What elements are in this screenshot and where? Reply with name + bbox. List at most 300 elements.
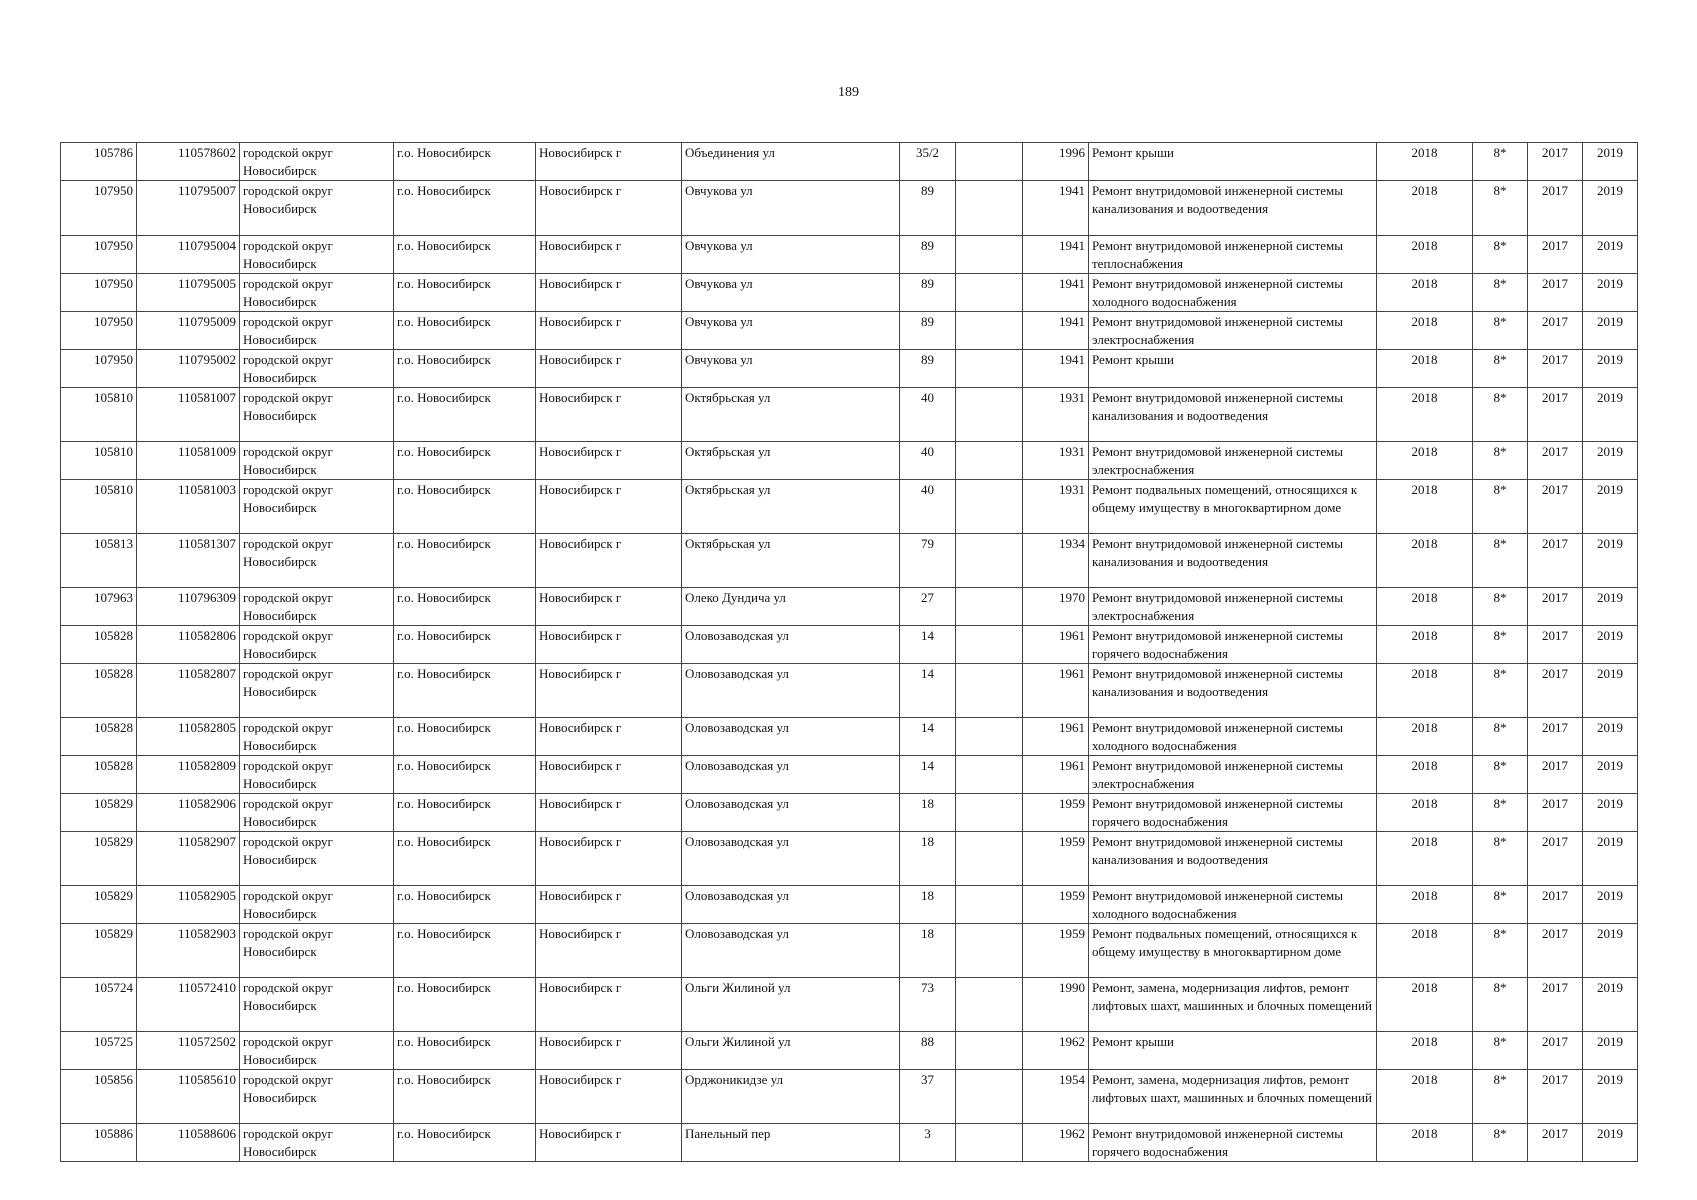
work-type-cell: Ремонт внутридомовой инженерной системы канализования и водоотведения (1089, 832, 1377, 886)
build-year-cell: 1962 (1023, 1124, 1089, 1162)
city-cell: Новосибирск г (536, 442, 682, 480)
period-end-cell: 2019 (1583, 1124, 1638, 1162)
district-cell: городской округ Новосибирск (240, 1070, 394, 1124)
city-short-cell: г.о. Новосибирск (394, 312, 536, 350)
period-start-cell: 2017 (1528, 978, 1583, 1032)
city-cell: Новосибирск г (536, 832, 682, 886)
mark-cell: 8* (1473, 312, 1528, 350)
city-cell: Новосибирск г (536, 924, 682, 978)
district-cell: городской округ Новосибирск (240, 794, 394, 832)
building-cell (956, 236, 1023, 274)
table-row (61, 1070, 1638, 1124)
street-cell: Овчукова ул (682, 312, 900, 350)
mark-cell: 8* (1473, 350, 1528, 388)
record-code-cell: 110582906 (137, 794, 240, 832)
district-cell: городской округ Новосибирск (240, 236, 394, 274)
period-start-cell: 2017 (1528, 588, 1583, 626)
city-cell: Новосибирск г (536, 143, 682, 181)
build-year-cell: 1941 (1023, 274, 1089, 312)
building-cell (956, 350, 1023, 388)
house-number-cell: 40 (900, 480, 956, 534)
table-row (61, 794, 1638, 832)
table-row (61, 480, 1638, 534)
district-cell: городской округ Новосибирск (240, 1032, 394, 1070)
build-year-cell: 1961 (1023, 756, 1089, 794)
house-number-cell: 18 (900, 924, 956, 978)
city-short-cell: г.о. Новосибирск (394, 274, 536, 312)
plan-year-cell: 2018 (1377, 756, 1473, 794)
period-end-cell: 2019 (1583, 274, 1638, 312)
mark-cell: 8* (1473, 718, 1528, 756)
table-row (61, 1124, 1638, 1162)
mark-cell: 8* (1473, 886, 1528, 924)
building-cell (956, 1070, 1023, 1124)
period-end-cell: 2019 (1583, 588, 1638, 626)
house-number-cell: 18 (900, 832, 956, 886)
work-type-cell: Ремонт внутридомовой инженерной системы электроснабжения (1089, 442, 1377, 480)
record-code-cell: 110796309 (137, 588, 240, 626)
city-cell: Новосибирск г (536, 480, 682, 534)
plan-year-cell: 2018 (1377, 534, 1473, 588)
period-end-cell: 2019 (1583, 1070, 1638, 1124)
build-year-cell: 1961 (1023, 626, 1089, 664)
period-end-cell: 2019 (1583, 181, 1638, 236)
house-id-cell: 105724 (61, 978, 137, 1032)
street-cell: Оловозаводская ул (682, 626, 900, 664)
district-cell: городской округ Новосибирск (240, 534, 394, 588)
record-code-cell: 110582809 (137, 756, 240, 794)
city-cell: Новосибирск г (536, 274, 682, 312)
house-id-cell: 105829 (61, 832, 137, 886)
period-start-cell: 2017 (1528, 442, 1583, 480)
house-id-cell: 105725 (61, 1032, 137, 1070)
mark-cell: 8* (1473, 534, 1528, 588)
plan-year-cell: 2018 (1377, 664, 1473, 718)
period-start-cell: 2017 (1528, 1124, 1583, 1162)
house-number-cell: 27 (900, 588, 956, 626)
district-cell: городской округ Новосибирск (240, 978, 394, 1032)
house-id-cell: 107963 (61, 588, 137, 626)
city-cell: Новосибирск г (536, 1032, 682, 1070)
period-end-cell: 2019 (1583, 480, 1638, 534)
period-end-cell: 2019 (1583, 756, 1638, 794)
work-type-cell: Ремонт крыши (1089, 350, 1377, 388)
period-end-cell: 2019 (1583, 442, 1638, 480)
plan-year-cell: 2018 (1377, 181, 1473, 236)
city-cell: Новосибирск г (536, 626, 682, 664)
house-number-cell: 73 (900, 978, 956, 1032)
record-code-cell: 110795004 (137, 236, 240, 274)
house-id-cell: 105828 (61, 664, 137, 718)
house-id-cell: 105886 (61, 1124, 137, 1162)
district-cell: городской округ Новосибирск (240, 832, 394, 886)
table-row (61, 1032, 1638, 1070)
period-end-cell: 2019 (1583, 143, 1638, 181)
plan-year-cell: 2018 (1377, 978, 1473, 1032)
building-cell (956, 794, 1023, 832)
street-cell: Оловозаводская ул (682, 756, 900, 794)
period-end-cell: 2019 (1583, 924, 1638, 978)
work-type-cell: Ремонт подвальных помещений, относящихся к общему имуществу в многоквартирном доме (1089, 924, 1377, 978)
build-year-cell: 1970 (1023, 588, 1089, 626)
period-start-cell: 2017 (1528, 1032, 1583, 1070)
city-short-cell: г.о. Новосибирск (394, 1070, 536, 1124)
plan-year-cell: 2018 (1377, 442, 1473, 480)
work-type-cell: Ремонт, замена, модернизация лифтов, ремонт лифтовых шахт, машинных и блочных помещений (1089, 1070, 1377, 1124)
record-code-cell: 110582903 (137, 924, 240, 978)
building-cell (956, 718, 1023, 756)
building-cell (956, 664, 1023, 718)
table-row (61, 756, 1638, 794)
house-number-cell: 79 (900, 534, 956, 588)
plan-year-cell: 2018 (1377, 236, 1473, 274)
build-year-cell: 1959 (1023, 924, 1089, 978)
page-number: 189 (838, 85, 859, 100)
table-row (61, 718, 1638, 756)
capital-repair-table (60, 142, 1638, 1162)
building-cell (956, 1124, 1023, 1162)
street-cell: Оловозаводская ул (682, 718, 900, 756)
street-cell: Оловозаводская ул (682, 886, 900, 924)
building-cell (956, 181, 1023, 236)
house-number-cell: 37 (900, 1070, 956, 1124)
build-year-cell: 1990 (1023, 978, 1089, 1032)
period-start-cell: 2017 (1528, 388, 1583, 442)
build-year-cell: 1941 (1023, 312, 1089, 350)
work-type-cell: Ремонт внутридомовой инженерной системы канализования и водоотведения (1089, 388, 1377, 442)
city-cell: Новосибирск г (536, 350, 682, 388)
building-cell (956, 886, 1023, 924)
building-cell (956, 442, 1023, 480)
work-type-cell: Ремонт внутридомовой инженерной системы электроснабжения (1089, 312, 1377, 350)
period-start-cell: 2017 (1528, 350, 1583, 388)
plan-year-cell: 2018 (1377, 832, 1473, 886)
house-id-cell: 107950 (61, 350, 137, 388)
record-code-cell: 110795007 (137, 181, 240, 236)
city-cell: Новосибирск г (536, 236, 682, 274)
period-start-cell: 2017 (1528, 794, 1583, 832)
city-short-cell: г.о. Новосибирск (394, 924, 536, 978)
table-row (61, 626, 1638, 664)
build-year-cell: 1996 (1023, 143, 1089, 181)
period-end-cell: 2019 (1583, 978, 1638, 1032)
building-cell (956, 388, 1023, 442)
building-cell (956, 978, 1023, 1032)
mark-cell: 8* (1473, 978, 1528, 1032)
street-cell: Овчукова ул (682, 236, 900, 274)
work-type-cell: Ремонт, замена, модернизация лифтов, ремонт лифтовых шахт, машинных и блочных помещений (1089, 978, 1377, 1032)
district-cell: городской округ Новосибирск (240, 626, 394, 664)
district-cell: городской округ Новосибирск (240, 756, 394, 794)
build-year-cell: 1961 (1023, 718, 1089, 756)
record-code-cell: 110578602 (137, 143, 240, 181)
house-id-cell: 105810 (61, 388, 137, 442)
table-row (61, 350, 1638, 388)
work-type-cell: Ремонт внутридомовой инженерной системы холодного водоснабжения (1089, 718, 1377, 756)
record-code-cell: 110581003 (137, 480, 240, 534)
work-type-cell: Ремонт внутридомовой инженерной системы теплоснабжения (1089, 236, 1377, 274)
table-row (61, 388, 1638, 442)
record-code-cell: 110581007 (137, 388, 240, 442)
district-cell: городской округ Новосибирск (240, 886, 394, 924)
table-row (61, 143, 1638, 181)
house-id-cell: 107950 (61, 181, 137, 236)
plan-year-cell: 2018 (1377, 886, 1473, 924)
period-start-cell: 2017 (1528, 832, 1583, 886)
house-id-cell: 105813 (61, 534, 137, 588)
mark-cell: 8* (1473, 143, 1528, 181)
plan-year-cell: 2018 (1377, 388, 1473, 442)
city-cell: Новосибирск г (536, 534, 682, 588)
record-code-cell: 110582805 (137, 718, 240, 756)
house-id-cell: 107950 (61, 274, 137, 312)
street-cell: Овчукова ул (682, 181, 900, 236)
mark-cell: 8* (1473, 588, 1528, 626)
plan-year-cell: 2018 (1377, 350, 1473, 388)
plan-year-cell: 2018 (1377, 924, 1473, 978)
district-cell: городской округ Новосибирск (240, 1124, 394, 1162)
house-number-cell: 3 (900, 1124, 956, 1162)
city-cell: Новосибирск г (536, 756, 682, 794)
period-start-cell: 2017 (1528, 274, 1583, 312)
build-year-cell: 1941 (1023, 350, 1089, 388)
house-number-cell: 18 (900, 794, 956, 832)
record-code-cell: 110795002 (137, 350, 240, 388)
street-cell: Олеко Дундича ул (682, 588, 900, 626)
period-start-cell: 2017 (1528, 143, 1583, 181)
district-cell: городской округ Новосибирск (240, 350, 394, 388)
mark-cell: 8* (1473, 236, 1528, 274)
city-short-cell: г.о. Новосибирск (394, 886, 536, 924)
record-code-cell: 110582806 (137, 626, 240, 664)
plan-year-cell: 2018 (1377, 794, 1473, 832)
build-year-cell: 1962 (1023, 1032, 1089, 1070)
district-cell: городской округ Новосибирск (240, 664, 394, 718)
record-code-cell: 110572502 (137, 1032, 240, 1070)
period-start-cell: 2017 (1528, 886, 1583, 924)
plan-year-cell: 2018 (1377, 274, 1473, 312)
building-cell (956, 756, 1023, 794)
period-end-cell: 2019 (1583, 534, 1638, 588)
plan-year-cell: 2018 (1377, 143, 1473, 181)
build-year-cell: 1959 (1023, 832, 1089, 886)
period-start-cell: 2017 (1528, 626, 1583, 664)
period-start-cell: 2017 (1528, 664, 1583, 718)
table-row (61, 442, 1638, 480)
mark-cell: 8* (1473, 1070, 1528, 1124)
building-cell (956, 143, 1023, 181)
mark-cell: 8* (1473, 756, 1528, 794)
record-code-cell: 110572410 (137, 978, 240, 1032)
work-type-cell: Ремонт подвальных помещений, относящихся к общему имуществу в многоквартирном доме (1089, 480, 1377, 534)
mark-cell: 8* (1473, 442, 1528, 480)
district-cell: городской округ Новосибирск (240, 480, 394, 534)
house-number-cell: 88 (900, 1032, 956, 1070)
build-year-cell: 1954 (1023, 1070, 1089, 1124)
city-short-cell: г.о. Новосибирск (394, 388, 536, 442)
mark-cell: 8* (1473, 1124, 1528, 1162)
city-short-cell: г.о. Новосибирск (394, 480, 536, 534)
city-short-cell: г.о. Новосибирск (394, 143, 536, 181)
house-number-cell: 89 (900, 236, 956, 274)
house-number-cell: 40 (900, 388, 956, 442)
house-number-cell: 14 (900, 626, 956, 664)
city-short-cell: г.о. Новосибирск (394, 442, 536, 480)
city-short-cell: г.о. Новосибирск (394, 1032, 536, 1070)
house-id-cell: 105828 (61, 718, 137, 756)
city-cell: Новосибирск г (536, 388, 682, 442)
house-id-cell: 105828 (61, 626, 137, 664)
city-cell: Новосибирск г (536, 978, 682, 1032)
house-number-cell: 14 (900, 718, 956, 756)
city-short-cell: г.о. Новосибирск (394, 626, 536, 664)
record-code-cell: 110581307 (137, 534, 240, 588)
build-year-cell: 1934 (1023, 534, 1089, 588)
district-cell: городской округ Новосибирск (240, 718, 394, 756)
street-cell: Октябрьская ул (682, 388, 900, 442)
street-cell: Октябрьская ул (682, 442, 900, 480)
house-number-cell: 89 (900, 181, 956, 236)
district-cell: городской округ Новосибирск (240, 442, 394, 480)
record-code-cell: 110795009 (137, 312, 240, 350)
table-row (61, 181, 1638, 236)
city-cell: Новосибирск г (536, 718, 682, 756)
record-code-cell: 110582905 (137, 886, 240, 924)
mark-cell: 8* (1473, 1032, 1528, 1070)
table-row (61, 978, 1638, 1032)
period-start-cell: 2017 (1528, 924, 1583, 978)
city-short-cell: г.о. Новосибирск (394, 832, 536, 886)
city-cell: Новосибирск г (536, 1070, 682, 1124)
mark-cell: 8* (1473, 626, 1528, 664)
plan-year-cell: 2018 (1377, 1124, 1473, 1162)
work-type-cell: Ремонт внутридомовой инженерной системы канализования и водоотведения (1089, 181, 1377, 236)
house-id-cell: 107950 (61, 236, 137, 274)
district-cell: городской округ Новосибирск (240, 388, 394, 442)
period-start-cell: 2017 (1528, 534, 1583, 588)
street-cell: Ольги Жилиной ул (682, 1032, 900, 1070)
record-code-cell: 110582907 (137, 832, 240, 886)
work-type-cell: Ремонт крыши (1089, 1032, 1377, 1070)
city-short-cell: г.о. Новосибирск (394, 588, 536, 626)
table-row (61, 588, 1638, 626)
build-year-cell: 1959 (1023, 886, 1089, 924)
period-start-cell: 2017 (1528, 480, 1583, 534)
record-code-cell: 110581009 (137, 442, 240, 480)
street-cell: Октябрьская ул (682, 480, 900, 534)
table-row (61, 664, 1638, 718)
building-cell (956, 626, 1023, 664)
district-cell: городской округ Новосибирск (240, 588, 394, 626)
street-cell: Орджоникидзе ул (682, 1070, 900, 1124)
district-cell: городской округ Новосибирск (240, 274, 394, 312)
house-number-cell: 14 (900, 756, 956, 794)
period-end-cell: 2019 (1583, 886, 1638, 924)
plan-year-cell: 2018 (1377, 718, 1473, 756)
work-type-cell: Ремонт внутридомовой инженерной системы электроснабжения (1089, 588, 1377, 626)
city-cell: Новосибирск г (536, 588, 682, 626)
table-row (61, 886, 1638, 924)
work-type-cell: Ремонт внутридомовой инженерной системы горячего водоснабжения (1089, 794, 1377, 832)
period-end-cell: 2019 (1583, 236, 1638, 274)
mark-cell: 8* (1473, 832, 1528, 886)
table-body (61, 143, 1638, 1162)
plan-year-cell: 2018 (1377, 1032, 1473, 1070)
mark-cell: 8* (1473, 181, 1528, 236)
plan-year-cell: 2018 (1377, 480, 1473, 534)
table-row (61, 534, 1638, 588)
work-type-cell: Ремонт внутридомовой инженерной системы холодного водоснабжения (1089, 274, 1377, 312)
street-cell: Ольги Жилиной ул (682, 978, 900, 1032)
period-end-cell: 2019 (1583, 718, 1638, 756)
period-start-cell: 2017 (1528, 718, 1583, 756)
street-cell: Оловозаводская ул (682, 664, 900, 718)
table-row (61, 924, 1638, 978)
city-short-cell: г.о. Новосибирск (394, 350, 536, 388)
mark-cell: 8* (1473, 480, 1528, 534)
city-short-cell: г.о. Новосибирск (394, 756, 536, 794)
mark-cell: 8* (1473, 664, 1528, 718)
mark-cell: 8* (1473, 388, 1528, 442)
work-type-cell: Ремонт внутридомовой инженерной системы горячего водоснабжения (1089, 626, 1377, 664)
house-id-cell: 105829 (61, 794, 137, 832)
period-start-cell: 2017 (1528, 312, 1583, 350)
street-cell: Овчукова ул (682, 274, 900, 312)
house-id-cell: 105828 (61, 756, 137, 794)
period-start-cell: 2017 (1528, 756, 1583, 794)
street-cell: Октябрьская ул (682, 534, 900, 588)
build-year-cell: 1941 (1023, 181, 1089, 236)
record-code-cell: 110795005 (137, 274, 240, 312)
street-cell: Панельный пер (682, 1124, 900, 1162)
table-row (61, 236, 1638, 274)
period-end-cell: 2019 (1583, 312, 1638, 350)
table-row (61, 312, 1638, 350)
plan-year-cell: 2018 (1377, 1070, 1473, 1124)
city-cell: Новосибирск г (536, 1124, 682, 1162)
city-short-cell: г.о. Новосибирск (394, 1124, 536, 1162)
period-start-cell: 2017 (1528, 1070, 1583, 1124)
period-end-cell: 2019 (1583, 350, 1638, 388)
district-cell: городской округ Новосибирск (240, 924, 394, 978)
record-code-cell: 110585610 (137, 1070, 240, 1124)
city-short-cell: г.о. Новосибирск (394, 794, 536, 832)
building-cell (956, 588, 1023, 626)
house-id-cell: 105829 (61, 886, 137, 924)
city-short-cell: г.о. Новосибирск (394, 718, 536, 756)
build-year-cell: 1961 (1023, 664, 1089, 718)
mark-cell: 8* (1473, 274, 1528, 312)
city-cell: Новосибирск г (536, 664, 682, 718)
mark-cell: 8* (1473, 924, 1528, 978)
house-number-cell: 89 (900, 312, 956, 350)
record-code-cell: 110582807 (137, 664, 240, 718)
district-cell: городской округ Новосибирск (240, 181, 394, 236)
house-id-cell: 105856 (61, 1070, 137, 1124)
period-start-cell: 2017 (1528, 236, 1583, 274)
building-cell (956, 832, 1023, 886)
house-number-cell: 35/2 (900, 143, 956, 181)
work-type-cell: Ремонт крыши (1089, 143, 1377, 181)
table-row (61, 274, 1638, 312)
house-id-cell: 107950 (61, 312, 137, 350)
city-short-cell: г.о. Новосибирск (394, 664, 536, 718)
plan-year-cell: 2018 (1377, 626, 1473, 664)
city-short-cell: г.о. Новосибирск (394, 534, 536, 588)
street-cell: Оловозаводская ул (682, 832, 900, 886)
period-end-cell: 2019 (1583, 832, 1638, 886)
building-cell (956, 274, 1023, 312)
